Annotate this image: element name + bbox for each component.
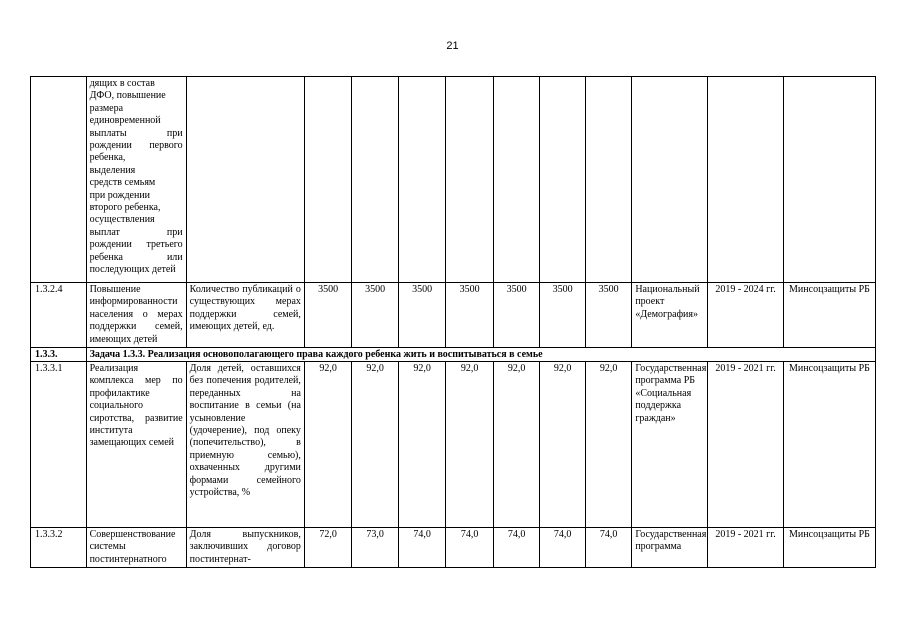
value-cell: 74,0 bbox=[585, 528, 631, 568]
value-cell: 74,0 bbox=[493, 528, 539, 568]
program-table bbox=[30, 76, 876, 568]
period-cell: 2019 - 2021 гг. bbox=[708, 362, 784, 528]
value-cell: 74,0 bbox=[540, 528, 585, 568]
value-cell: 92,0 bbox=[398, 362, 446, 528]
value-cell: 92,0 bbox=[540, 362, 585, 528]
period-cell: 2019 - 2024 гг. bbox=[708, 283, 784, 348]
code-cell: 1.3.3.1 bbox=[31, 362, 87, 528]
executor-cell: Минсоцзащиты РБ bbox=[783, 283, 875, 348]
value-cell: 74,0 bbox=[398, 528, 446, 568]
program-cell: Национальный проект «Демография» bbox=[632, 283, 708, 348]
indicator-cell: Доля выпускников, заключивших договор постинтернат- bbox=[186, 528, 304, 568]
period-cell: 2019 - 2021 гг. bbox=[708, 528, 784, 568]
value-cell: 73,0 bbox=[352, 528, 398, 568]
value-cell: 92,0 bbox=[585, 362, 631, 528]
indicator-cell: Доля детей, оставшихся без попечения родителей, переданных на воспитание в семьи (на усыновление (удочерение), под опеку (попечительство), в приемную семью), охваченных другими формами семейного устройства, % bbox=[186, 362, 304, 528]
table-row bbox=[31, 528, 876, 568]
program-cell: Государственная программа bbox=[632, 528, 708, 568]
value-cell: 72,0 bbox=[304, 528, 352, 568]
program-cell: Государственная программа РБ «Социальная поддержка граждан» bbox=[632, 362, 708, 528]
value-cell: 92,0 bbox=[493, 362, 539, 528]
value-cell: 3500 bbox=[540, 283, 585, 348]
code-cell: 1.3.2.4 bbox=[31, 283, 87, 348]
value-cell: 3500 bbox=[446, 283, 494, 348]
value-cell: 92,0 bbox=[304, 362, 352, 528]
indicator-cell: Количество публикаций о существующих мерах поддержки семей, имеющих детей, ед. bbox=[186, 283, 304, 348]
value-cell: 3500 bbox=[398, 283, 446, 348]
value-cell: 74,0 bbox=[446, 528, 494, 568]
page-number: 21 bbox=[446, 40, 459, 52]
event-cell: Совершенствование системы постинтернатного bbox=[86, 528, 186, 568]
table-row bbox=[31, 362, 876, 528]
task-row bbox=[31, 348, 876, 362]
code-cell bbox=[31, 77, 87, 283]
value-cell: 3500 bbox=[352, 283, 398, 348]
executor-cell: Минсоцзащиты РБ bbox=[783, 362, 875, 528]
value-cell: 3500 bbox=[585, 283, 631, 348]
event-cell: Повышение информированности населения о мерах поддержки семей, имеющих детей bbox=[86, 283, 186, 348]
event-cell: Реализация комплекса мер по профилактике социального сиротства, развитие института замещающих семей bbox=[86, 362, 186, 528]
code-cell: 1.3.3.2 bbox=[31, 528, 87, 568]
value-cell: 92,0 bbox=[352, 362, 398, 528]
task-title-cell: Задача 1.3.3. Реализация основополагающего права каждого ребенка жить и воспитываться в семье bbox=[86, 348, 875, 362]
value-cell: 92,0 bbox=[446, 362, 494, 528]
task-code-cell: 1.3.3. bbox=[31, 348, 87, 362]
table-row bbox=[31, 77, 876, 283]
table-row bbox=[31, 283, 876, 348]
event-cell: дящих в состав ДФО, повышение размера единовременной выплаты при рождении первого ребенка, выделения средств семьям при рождении второго ребенка, осуществления выплат при рождении третьего ребенка или последующих детей bbox=[86, 77, 186, 283]
value-cell: 3500 bbox=[493, 283, 539, 348]
executor-cell: Минсоцзащиты РБ bbox=[783, 528, 875, 568]
value-cell: 3500 bbox=[304, 283, 352, 348]
